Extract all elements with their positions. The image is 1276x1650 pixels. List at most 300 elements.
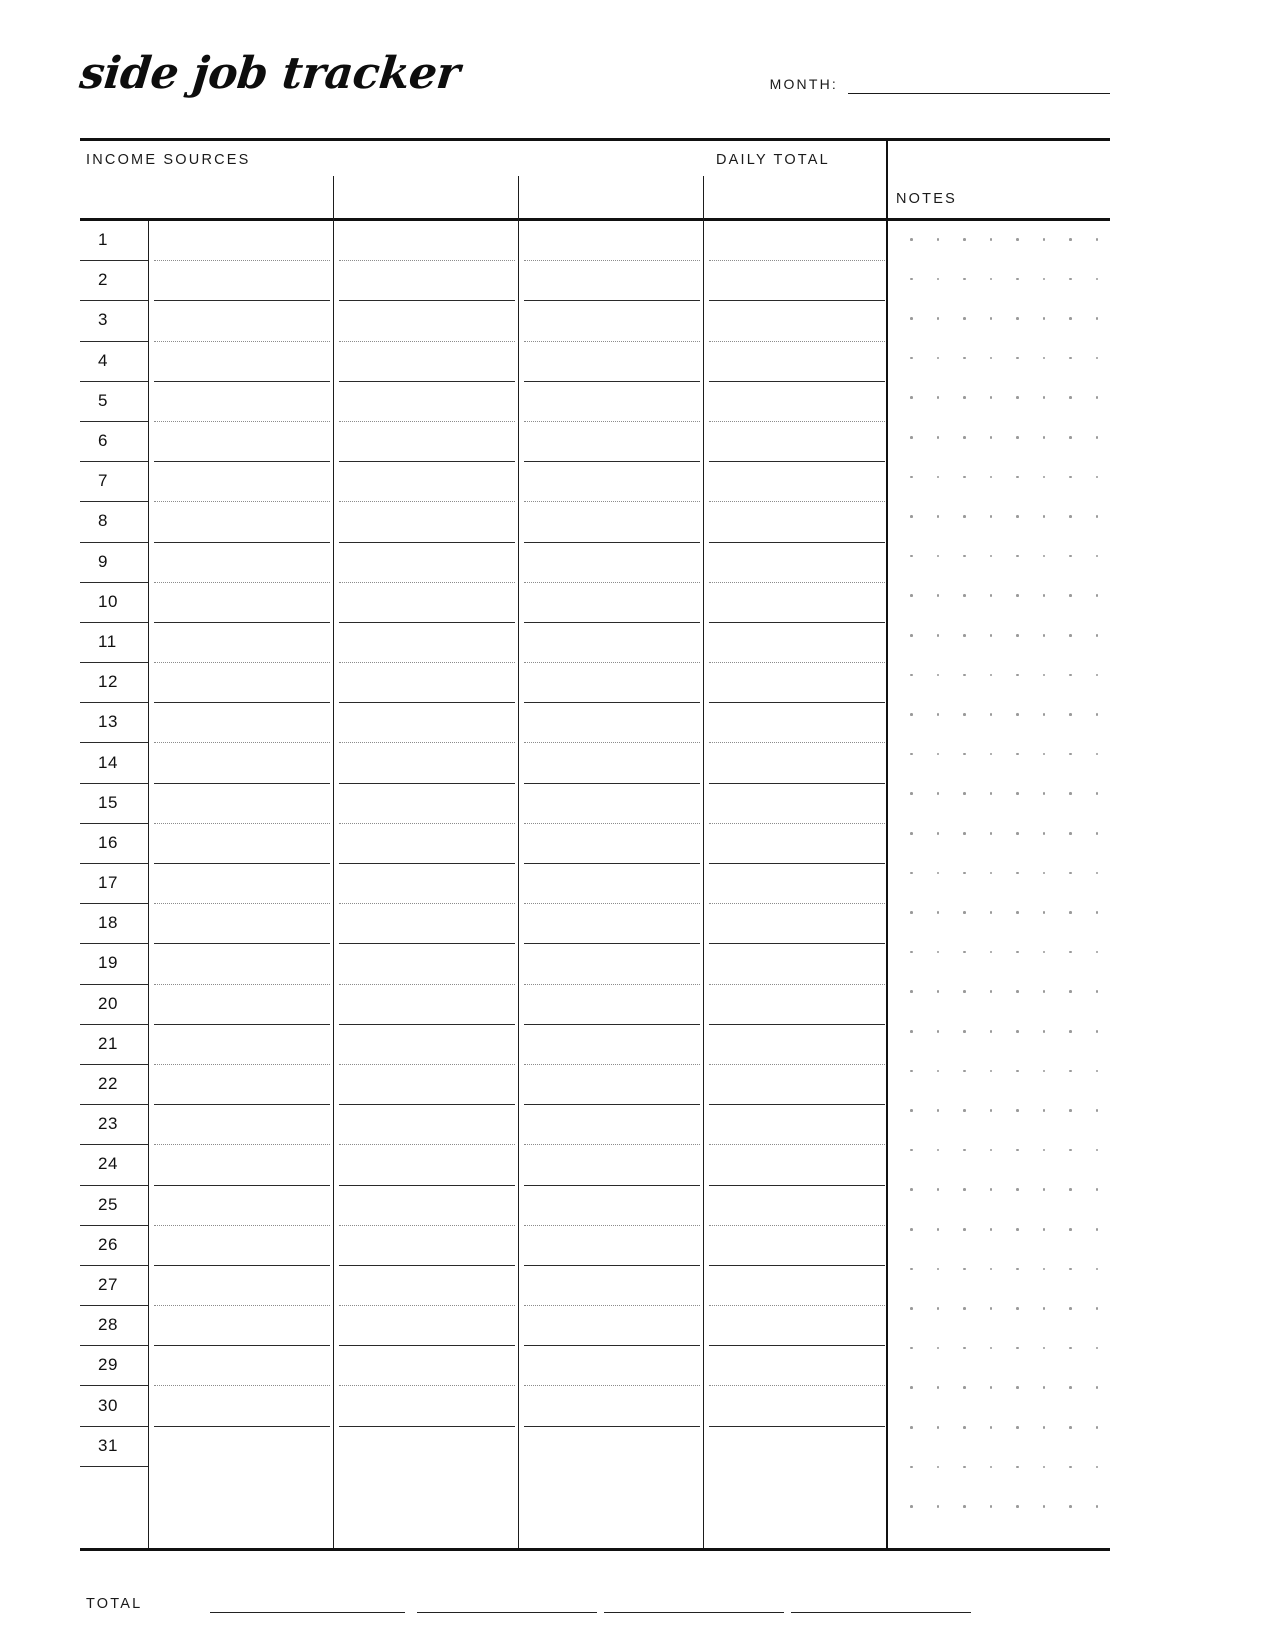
grid-dot — [990, 436, 993, 439]
grid-dot — [990, 1109, 993, 1112]
grid-dot — [1016, 1228, 1019, 1231]
grid-dot — [1043, 1268, 1046, 1271]
grid-dot — [910, 832, 913, 835]
grid-dot — [1096, 1505, 1099, 1508]
total-line-2[interactable] — [417, 1612, 597, 1613]
grid-dot — [910, 1109, 913, 1112]
grid-dot — [910, 1505, 913, 1508]
grid-dot — [1043, 911, 1046, 914]
grid-dot — [910, 436, 913, 439]
grid-dot — [937, 278, 940, 281]
grid-dot — [1096, 990, 1099, 993]
grid-dot — [963, 317, 966, 320]
grid-dot — [1016, 1268, 1019, 1271]
grid-dot — [1069, 911, 1072, 914]
grid-dot — [990, 911, 993, 914]
grid-dot — [1043, 436, 1046, 439]
grid-dot — [963, 753, 966, 756]
grid-dot — [963, 555, 966, 558]
grid-dot — [910, 634, 913, 637]
total-label: TOTAL — [86, 1596, 143, 1612]
grid-dot — [1016, 436, 1019, 439]
grid-dot — [937, 792, 940, 795]
row-day-number: 14 — [98, 752, 119, 772]
grid-dot — [1096, 1466, 1099, 1469]
grid-dot — [1069, 1505, 1072, 1508]
total-row — [80, 1592, 1110, 1622]
grid-dot — [937, 1188, 940, 1191]
grid-dot — [963, 832, 966, 835]
grid-dot — [963, 1347, 966, 1350]
grid-dot — [1043, 990, 1046, 993]
row-day-number: 15 — [98, 792, 119, 812]
grid-dot — [937, 1030, 940, 1033]
grid-dot — [990, 1030, 993, 1033]
grid-dot — [1043, 951, 1046, 954]
grid-dot — [1096, 753, 1099, 756]
grid-dot — [990, 357, 993, 360]
grid-dot — [937, 911, 940, 914]
grid-dot — [990, 1347, 993, 1350]
grid-dot — [1016, 476, 1019, 479]
grid-dot — [1043, 872, 1046, 875]
grid-dot — [1096, 1386, 1099, 1389]
grid-dot — [937, 1347, 940, 1350]
row-day-number: 20 — [98, 993, 119, 1013]
grid-dot — [963, 1386, 966, 1389]
grid-dot — [990, 634, 993, 637]
grid-dot — [1043, 555, 1046, 558]
table-top-rule — [80, 138, 1110, 141]
grid-dot — [937, 634, 940, 637]
grid-dot — [1069, 1466, 1072, 1469]
grid-dot — [990, 476, 993, 479]
grid-dot — [1043, 674, 1046, 677]
grid-dot — [963, 1268, 966, 1271]
grid-dot — [937, 476, 940, 479]
grid-dot — [990, 1268, 993, 1271]
grid-dot — [990, 317, 993, 320]
grid-dot — [910, 1030, 913, 1033]
row-day-number: 23 — [98, 1114, 119, 1134]
grid-dot — [1096, 1070, 1099, 1073]
grid-dot — [1016, 594, 1019, 597]
grid-dot — [910, 872, 913, 875]
grid-dot — [910, 911, 913, 914]
grid-dot — [937, 515, 940, 518]
grid-dot — [963, 1030, 966, 1033]
grid-dot — [963, 872, 966, 875]
grid-dot — [1043, 1030, 1046, 1033]
grid-dot — [990, 674, 993, 677]
month-label: MONTH: — [769, 76, 838, 92]
grid-dot — [1096, 872, 1099, 875]
grid-dot — [1016, 1149, 1019, 1152]
grid-dot — [1016, 396, 1019, 399]
grid-dot — [963, 278, 966, 281]
grid-dot — [1096, 1426, 1099, 1429]
row-day-number: 28 — [98, 1315, 119, 1335]
grid-dot — [963, 1466, 966, 1469]
grid-dot — [1069, 1347, 1072, 1350]
grid-dot — [1016, 278, 1019, 281]
grid-dot — [963, 594, 966, 597]
grid-dot — [990, 872, 993, 875]
grid-dot — [990, 515, 993, 518]
grid-dot — [1043, 396, 1046, 399]
grid-dot — [1043, 1347, 1046, 1350]
total-line-1[interactable] — [210, 1612, 405, 1613]
grid-dot — [937, 674, 940, 677]
grid-dot — [990, 951, 993, 954]
grid-dot — [1043, 713, 1046, 716]
row-day-number: 7 — [98, 471, 109, 491]
grid-dot — [910, 674, 913, 677]
table-bottom-rule — [80, 1548, 1110, 1551]
grid-dot — [910, 396, 913, 399]
grid-dot — [990, 832, 993, 835]
grid-dot — [937, 872, 940, 875]
row-day-number: 27 — [98, 1274, 119, 1294]
grid-dot — [963, 476, 966, 479]
grid-dot — [937, 317, 940, 320]
grid-dot — [1096, 396, 1099, 399]
total-line-3[interactable] — [604, 1612, 784, 1613]
grid-dot — [937, 555, 940, 558]
grid-dot — [1016, 674, 1019, 677]
grid-dot — [1069, 1109, 1072, 1112]
grid-dot — [1069, 1228, 1072, 1231]
row-day-number: 3 — [98, 310, 109, 330]
grid-dot — [1069, 634, 1072, 637]
grid-dot — [910, 1466, 913, 1469]
grid-dot — [963, 396, 966, 399]
row-day-number: 18 — [98, 913, 119, 933]
grid-dot — [963, 515, 966, 518]
grid-dot — [963, 634, 966, 637]
grid-dot — [937, 1268, 940, 1271]
grid-dot — [1043, 753, 1046, 756]
row-day-number: 31 — [98, 1435, 119, 1455]
grid-dot — [910, 1268, 913, 1271]
grid-dot — [1043, 792, 1046, 795]
grid-dot — [1069, 1149, 1072, 1152]
grid-dot — [1016, 713, 1019, 716]
grid-dot — [937, 594, 940, 597]
grid-dot — [1096, 317, 1099, 320]
grid-dot — [910, 753, 913, 756]
grid-dot — [1069, 1307, 1072, 1310]
grid-dot — [1043, 594, 1046, 597]
row-day-number: 17 — [98, 873, 119, 893]
grid-dot — [1016, 832, 1019, 835]
grid-dot — [990, 396, 993, 399]
grid-dot — [1016, 1386, 1019, 1389]
row-day-number: 16 — [98, 832, 119, 852]
total-line-4[interactable] — [791, 1612, 971, 1613]
grid-dot — [1043, 1307, 1046, 1310]
grid-dot — [1069, 396, 1072, 399]
row-day-number: 29 — [98, 1355, 119, 1375]
grid-dot — [937, 436, 940, 439]
grid-dot — [1096, 1228, 1099, 1231]
grid-dot — [937, 832, 940, 835]
grid-dot — [963, 792, 966, 795]
grid-dot — [1096, 476, 1099, 479]
grid-dot — [1016, 990, 1019, 993]
grid-dot — [1016, 238, 1019, 241]
grid-dot — [1016, 792, 1019, 795]
grid-dot — [1016, 1109, 1019, 1112]
grid-dot — [910, 1386, 913, 1389]
row-day-number: 1 — [98, 230, 109, 250]
column-header-notes: NOTES — [896, 191, 957, 207]
grid-dot — [963, 1505, 966, 1508]
row-day-number: 6 — [98, 431, 109, 451]
grid-dot — [1096, 674, 1099, 677]
grid-dot — [1069, 436, 1072, 439]
grid-dot — [910, 555, 913, 558]
grid-dot — [1069, 317, 1072, 320]
grid-dot — [963, 1188, 966, 1191]
grid-dot — [963, 357, 966, 360]
grid-dot — [1096, 1188, 1099, 1191]
row-day-number: 8 — [98, 511, 109, 531]
grid-dot — [937, 1149, 940, 1152]
grid-dot — [1096, 634, 1099, 637]
grid-dot — [937, 1466, 940, 1469]
grid-dot — [1016, 317, 1019, 320]
grid-dot — [910, 792, 913, 795]
grid-dot — [1043, 1070, 1046, 1073]
grid-dot — [937, 1386, 940, 1389]
grid-dot — [937, 1505, 940, 1508]
grid-dot — [990, 1228, 993, 1231]
row-day-number: 25 — [98, 1194, 119, 1214]
grid-dot — [963, 1149, 966, 1152]
row-day-number: 21 — [98, 1033, 119, 1053]
grid-dot — [1096, 357, 1099, 360]
grid-dot — [1043, 476, 1046, 479]
grid-dot — [1069, 476, 1072, 479]
grid-dot — [1096, 1307, 1099, 1310]
grid-dot — [1096, 1030, 1099, 1033]
grid-dot — [937, 713, 940, 716]
grid-dot — [1016, 1466, 1019, 1469]
grid-dot — [990, 713, 993, 716]
grid-dot — [990, 792, 993, 795]
grid-dot — [963, 911, 966, 914]
grid-dot — [963, 951, 966, 954]
grid-dot — [1016, 753, 1019, 756]
grid-dot — [990, 238, 993, 241]
row-day-number: 26 — [98, 1234, 119, 1254]
grid-dot — [1069, 792, 1072, 795]
grid-dot — [937, 1307, 940, 1310]
grid-dot — [990, 990, 993, 993]
grid-dot — [937, 1070, 940, 1073]
grid-dot — [963, 1307, 966, 1310]
grid-dot — [910, 476, 913, 479]
grid-dot — [910, 1347, 913, 1350]
grid-dot — [937, 1109, 940, 1112]
grid-dot — [1043, 357, 1046, 360]
grid-dot — [937, 357, 940, 360]
grid-dot — [1069, 1188, 1072, 1191]
grid-dot — [963, 436, 966, 439]
grid-dot — [1096, 436, 1099, 439]
grid-dot — [910, 1149, 913, 1152]
row-day-number: 19 — [98, 953, 119, 973]
grid-dot — [990, 1426, 993, 1429]
grid-dot — [1016, 1426, 1019, 1429]
grid-dot — [1096, 792, 1099, 795]
row-day-number: 5 — [98, 390, 109, 410]
grid-dot — [1043, 1426, 1046, 1429]
grid-dot — [910, 713, 913, 716]
row-day-number: 30 — [98, 1395, 119, 1415]
grid-dot — [910, 278, 913, 281]
grid-dot — [990, 278, 993, 281]
grid-dot — [1016, 911, 1019, 914]
grid-dot — [1043, 515, 1046, 518]
grid-dot — [1069, 515, 1072, 518]
grid-dot — [910, 951, 913, 954]
grid-dot — [963, 238, 966, 241]
grid-dot — [1069, 753, 1072, 756]
grid-dot — [1096, 1149, 1099, 1152]
grid-dot — [990, 1386, 993, 1389]
row-day-number: 9 — [98, 551, 109, 571]
grid-dot — [1069, 1386, 1072, 1389]
grid-dot — [1096, 555, 1099, 558]
grid-dot — [990, 1466, 993, 1469]
grid-dot — [1069, 1268, 1072, 1271]
grid-dot — [1043, 317, 1046, 320]
grid-dot — [937, 951, 940, 954]
row-day-number: 22 — [98, 1074, 119, 1094]
grid-dot — [1016, 357, 1019, 360]
grid-dot — [1043, 1188, 1046, 1191]
grid-dot — [1096, 832, 1099, 835]
grid-dot — [1016, 1505, 1019, 1508]
grid-dot — [1016, 1188, 1019, 1191]
grid-dot — [1016, 872, 1019, 875]
grid-dot — [990, 1188, 993, 1191]
row-number-rule — [80, 1466, 148, 1467]
grid-dot — [1069, 832, 1072, 835]
grid-dot — [1069, 872, 1072, 875]
grid-dot — [1016, 1307, 1019, 1310]
grid-dot — [963, 990, 966, 993]
row-day-number: 2 — [98, 270, 109, 290]
grid-dot — [990, 1307, 993, 1310]
grid-dot — [1016, 1030, 1019, 1033]
grid-dot — [937, 990, 940, 993]
grid-dot — [910, 594, 913, 597]
grid-dot — [1069, 278, 1072, 281]
grid-dot — [1043, 1149, 1046, 1152]
row-day-number: 4 — [98, 350, 109, 370]
grid-dot — [1096, 594, 1099, 597]
row-day-number: 11 — [98, 631, 117, 651]
grid-dot — [1016, 634, 1019, 637]
grid-dot — [1069, 1426, 1072, 1429]
grid-dot — [990, 753, 993, 756]
grid-dot — [910, 1188, 913, 1191]
grid-dot — [1096, 951, 1099, 954]
column-header-daily-total: DAILY TOTAL — [716, 152, 830, 168]
grid-dot — [1069, 1070, 1072, 1073]
grid-dot — [910, 1228, 913, 1231]
grid-dot — [1069, 951, 1072, 954]
grid-dot — [990, 1149, 993, 1152]
grid-dot — [990, 1070, 993, 1073]
grid-dot — [937, 396, 940, 399]
grid-dot — [1016, 1070, 1019, 1073]
grid-dot — [1016, 555, 1019, 558]
grid-dot — [1043, 634, 1046, 637]
grid-dot — [990, 555, 993, 558]
grid-dot — [963, 1070, 966, 1073]
grid-dot — [963, 713, 966, 716]
grid-dot — [1069, 238, 1072, 241]
grid-dot — [963, 1228, 966, 1231]
grid-dot — [910, 317, 913, 320]
grid-dot — [910, 1070, 913, 1073]
column-header-income-sources: INCOME SOURCES — [86, 152, 251, 168]
grid-dot — [1043, 1386, 1046, 1389]
month-field-group — [770, 76, 1110, 94]
grid-dot — [1016, 1347, 1019, 1350]
grid-dot — [937, 1426, 940, 1429]
grid-dot — [937, 753, 940, 756]
grid-dot — [1096, 278, 1099, 281]
grid-dot — [963, 674, 966, 677]
grid-dot — [1096, 911, 1099, 914]
grid-dot — [1043, 238, 1046, 241]
month-input-line[interactable] — [848, 79, 1110, 94]
grid-dot — [1096, 1268, 1099, 1271]
row-day-number: 10 — [98, 591, 119, 611]
grid-dot — [1096, 713, 1099, 716]
grid-dot — [1016, 951, 1019, 954]
grid-dot — [1096, 1109, 1099, 1112]
grid-dot — [990, 594, 993, 597]
page-header — [77, 40, 1110, 120]
grid-dot — [1043, 832, 1046, 835]
grid-dot — [1043, 1505, 1046, 1508]
page-title: side job tracker — [77, 48, 463, 99]
grid-dot — [910, 1426, 913, 1429]
grid-dot — [1096, 238, 1099, 241]
grid-dot — [963, 1426, 966, 1429]
grid-dot — [910, 357, 913, 360]
grid-dot — [910, 990, 913, 993]
grid-dot — [1043, 1109, 1046, 1112]
grid-dot — [1016, 515, 1019, 518]
grid-dot — [937, 1228, 940, 1231]
grid-dot — [1096, 1347, 1099, 1350]
grid-dot — [937, 238, 940, 241]
grid-dot — [910, 515, 913, 518]
grid-dot — [1069, 1030, 1072, 1033]
grid-dot — [1043, 1228, 1046, 1231]
notes-dot-grid[interactable] — [898, 238, 1106, 1538]
grid-dot — [1069, 555, 1072, 558]
grid-dot — [1069, 674, 1072, 677]
grid-dot — [1069, 594, 1072, 597]
